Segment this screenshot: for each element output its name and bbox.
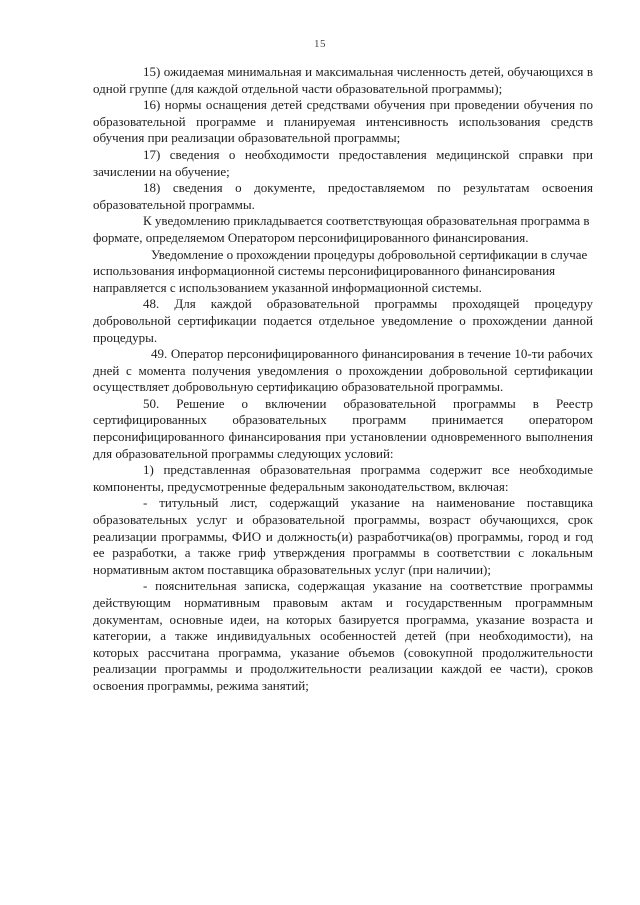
paragraph-title-page-item: - титульный лист, содержащий указание на наименование поставщика образовательных услуг и образовательной программы, возраст обучающихся, срок реализации программы, ФИО и должность(и) разработчика(ов) программы, город и год ее разработки, а также гриф утверждения программы в соответствии с локальным нормативным актом поставщика образовательных услуг (при наличии); bbox=[93, 495, 593, 577]
paragraph-explanatory-note-item: - пояснительная записка, содержащая указание на соответствие программы действующим нормативным правовым актам и государственным программным документам, основные идеи, на которых базируется программа, указание возраста и категории, а также индивидуальных особенностей детей (при необходимости), на которых рассчитана программа, указание объемов (совокупной продолжительности реализации программы и продолжительности реализации каждой ее части), сроков освоения программы, режима занятий; bbox=[93, 578, 593, 693]
paragraph-item-15: 15) ожидаемая минимальная и максимальная численность детей, обучающихся в одной группе (для каждой отдельной части образовательной программы); bbox=[93, 64, 593, 96]
paragraph-item-17: 17) сведения о необходимости предоставления медицинской справки при зачислении на обучение; bbox=[93, 146, 593, 179]
document-body bbox=[93, 64, 593, 695]
paragraph-clause-48: 48. Для каждой образовательной программы проходящей процедуру добровольной сертификации подается отдельное уведомление о прохождении данной процедуры. bbox=[93, 296, 593, 345]
paragraph-condition-1: 1) представленная образовательная программа содержит все необходимые компоненты, предусмотренные федеральным законодательством, включая: bbox=[93, 462, 593, 494]
paragraph-attachment-note: К уведомлению прикладывается соответствующая образовательная программа в формате, определяемом Оператором персонифицированного финансирования. bbox=[93, 213, 590, 245]
paragraph-item-16: 16) нормы оснащения детей средствами обучения при проведении обучения по образовательной программе и планируемая интенсивность использования средств обучения при реализации образовательной программы; bbox=[93, 97, 593, 146]
paragraph-item-18: 18) сведения о документе, предоставляемом по результатам освоения образовательной программы. bbox=[93, 180, 593, 212]
paragraph-clause-49: 49. Оператор персонифицированного финансирования в течение 10-ти рабочих дней с момента получения уведомления о прохождении добровольной сертификации осуществляет добровольную сертификацию образовательной программы. bbox=[93, 346, 593, 395]
paragraph-clause-50: 50. Решение о включении образовательной программы в Реестр сертифицированных образовательных программ принимается оператором персонифицированного финансирования при установлении одновременного выполнения для образовательной программы следующих условий: bbox=[93, 395, 593, 461]
page-number: 15 bbox=[314, 38, 326, 50]
paragraph-notification-system: Уведомление о прохождении процедуры добровольной сертификации в случае использования информационной системы персонифицированного финансирования направляется с использованием указанной информационной системы. bbox=[93, 246, 588, 295]
